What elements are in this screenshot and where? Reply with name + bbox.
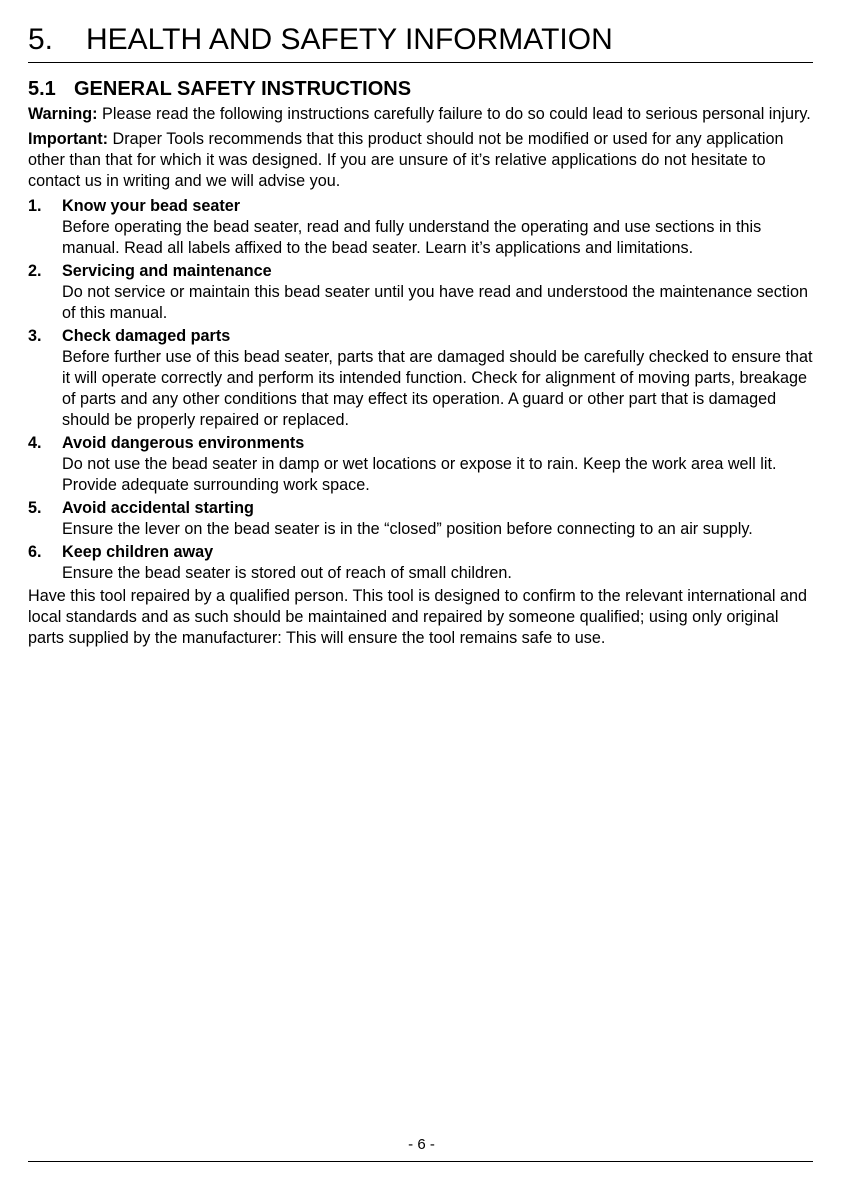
item-title: Avoid accidental starting <box>62 499 254 517</box>
list-item <box>28 196 814 259</box>
page-number: - 6 - <box>408 1136 435 1153</box>
safety-instruction-list <box>28 196 814 584</box>
item-text: Before further use of this bead seater, parts that are damaged should be carefully checked to ensure that it will operate correctly and perform its intended function. Check for alignment of moving parts, breakage of parts and any other conditions that may effect its operation. A guard or other part that is damaged should be properly repaired or replaced. <box>62 348 813 429</box>
section-number: 5. <box>28 23 54 56</box>
subsection-heading <box>28 76 818 102</box>
item-title: Servicing and maintenance <box>62 262 272 280</box>
item-title: Avoid dangerous environments <box>62 434 305 452</box>
item-text: Ensure the bead seater is stored out of reach of small children. <box>62 564 512 582</box>
heading-divider <box>28 62 813 63</box>
item-number: 5. <box>28 499 42 517</box>
list-item <box>28 261 814 324</box>
item-text: Ensure the lever on the bead seater is in the “closed” position before connecting to an air supply. <box>62 520 753 538</box>
section-heading <box>28 20 818 60</box>
warning-label: Warning: <box>28 105 98 123</box>
item-title: Keep children away <box>62 543 214 561</box>
item-title: Know your bead seater <box>62 197 241 215</box>
subsection-number: 5.1 <box>28 78 56 100</box>
footer-divider <box>28 1161 813 1162</box>
warning-paragraph <box>28 104 814 125</box>
item-text: Do not use the bead seater in damp or wet locations or expose it to rain. Keep the work area well lit. Provide adequate surrounding work space. <box>62 455 777 494</box>
item-number: 6. <box>28 543 42 561</box>
closing-paragraph: Have this tool repaired by a qualified person. This tool is designed to confirm to the relevant international and local standards and as such should be maintained and repaired by someone qualified; using only original parts supplied by the manufacturer: This will ensure the tool remains safe to use. <box>28 587 807 647</box>
important-paragraph <box>28 129 814 192</box>
item-number: 1. <box>28 197 42 215</box>
section-title: HEALTH AND SAFETY INFORMATION <box>86 23 613 56</box>
subsection-title: GENERAL SAFETY INSTRUCTIONS <box>74 78 412 100</box>
item-number: 2. <box>28 262 42 280</box>
list-item <box>28 498 814 540</box>
important-label: Important: <box>28 130 109 148</box>
item-number: 4. <box>28 434 42 452</box>
list-item <box>28 433 814 496</box>
item-text: Before operating the bead seater, read and fully understand the operating and use sections in this manual. Read all labels affixed to the bead seater. Learn it’s applications and limitations. <box>62 218 762 257</box>
important-text: Draper Tools recommends that this product should not be modified or used for any application other than that for which it was designed. If you are unsure of it’s relative applications do not hesitate to contact us in writing and we will advise you. <box>28 130 784 190</box>
list-item <box>28 542 814 584</box>
item-text: Do not service or maintain this bead seater until you have read and understood the maintenance section of this manual. <box>62 283 808 322</box>
safety-body <box>28 104 814 653</box>
list-item <box>28 326 814 431</box>
warning-text: Please read the following instructions carefully failure to do so could lead to serious personal injury. <box>97 105 811 123</box>
item-number: 3. <box>28 327 42 345</box>
item-title: Check damaged parts <box>62 327 231 345</box>
